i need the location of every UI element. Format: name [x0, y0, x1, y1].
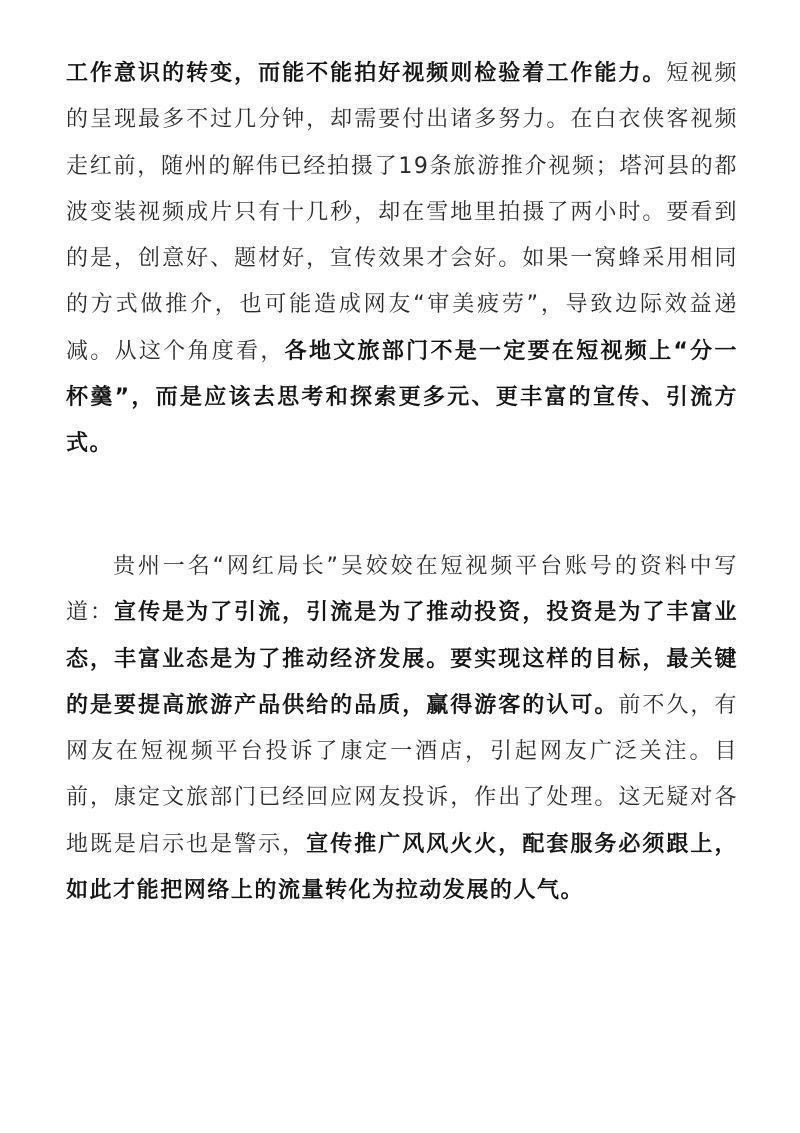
paragraph-2 [66, 544, 738, 914]
paragraph-2-intro: 贵州一名“网红局长”吴姣姣在短视频平台账号的资料中写道： [66, 554, 738, 626]
paragraph-2-bold-quote: 宣传是为了引流，引流是为了推动投资，投资是为了丰富业态，丰富业态是为了推动经济发展。要实现这样的目标，最关键的是要提高旅游产品供给的品质，赢得游客的认可。 [66, 600, 738, 718]
paragraph-1 [66, 51, 738, 468]
paragraph-1-bold-conclusion: 各地文旅部门不是一定要在短视频上“分一杯羹”，而是应该去思考和探索更多元、更丰富的宣传、引流方式。 [66, 338, 738, 457]
paragraph-2-bold-conclusion: 宣传推广风风火火，配套服务必须跟上，如此才能把网络上的流量转化为拉动发展的人气。 [66, 831, 738, 904]
paragraph-2-body: 前不久，有网友在短视频平台投诉了康定一酒店，引起网友广泛关注。目前，康定文旅部门已经回应网友投诉，作出了处理。这无疑对各地既是启示也是警示， [66, 692, 738, 857]
paragraph-1-body: 短视频的呈现最多不过几分钟，却需要付出诸多努力。在白衣侠客视频走红前，随州的解伟已经拍摄了19条旅游推介视频；塔河县的都波变装视频成片只有十几秒，却在雪地里拍摄了两小时。要看到的是，创意好、题材好，宣传效果才会好。如果一窝蜂采用相同的方式做推介，也可能造成网友“审美疲劳”，导致边际效益递减。从这个角度看， [66, 61, 738, 364]
paragraph-1-bold-lead: 工作意识的转变，而能不能拍好视频则检验着工作能力。 [66, 61, 667, 86]
